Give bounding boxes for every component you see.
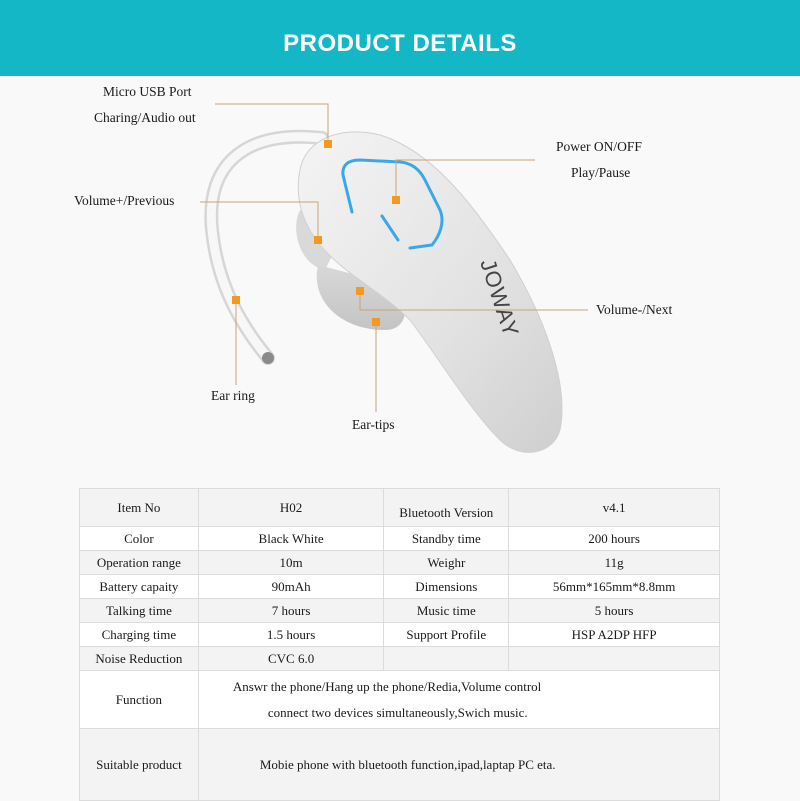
- spec-value: 200 hours: [509, 527, 720, 551]
- spec-value: v4.1: [509, 489, 720, 527]
- table-row-function: [80, 671, 720, 729]
- table-row: [80, 575, 720, 599]
- suitable-value: Mobie phone with bluetooth function,ipad,laptap PC eta.: [198, 729, 719, 801]
- spec-value: 90mAh: [198, 575, 384, 599]
- callout-micro-usb: Micro USB Port: [103, 84, 192, 99]
- spec-label: [384, 647, 509, 671]
- function-line-1: Answr the phone/Hang up the phone/Redia,Volume control: [232, 678, 542, 694]
- headset-illustration: [0, 76, 800, 476]
- spec-label: Music time: [384, 599, 509, 623]
- callout-volume-up: Volume+/Previous: [74, 193, 175, 208]
- table-row: [80, 551, 720, 575]
- spec-label: Dimensions: [384, 575, 509, 599]
- callout-micro-usb-sub: Charing/Audio out: [94, 110, 196, 125]
- spec-label: Weighr: [384, 551, 509, 575]
- table-row: [80, 489, 720, 527]
- spec-value: 11g: [509, 551, 720, 575]
- spec-value: HSP A2DP HFP: [509, 623, 720, 647]
- table-row: [80, 599, 720, 623]
- function-line-2: connect two devices simultaneously,Swich music.: [267, 704, 528, 720]
- spec-label: Support Profile: [384, 623, 509, 647]
- callout-power: Power ON/OFF: [556, 139, 642, 154]
- header-banner: [0, 0, 800, 76]
- spec-value: H02: [198, 489, 384, 527]
- suitable-label: Suitable product: [80, 729, 199, 801]
- function-label: Function: [80, 671, 199, 729]
- callout-ear-tips: Ear-tips: [352, 417, 395, 432]
- spec-value: 1.5 hours: [198, 623, 384, 647]
- product-diagram: [0, 76, 800, 476]
- function-value: [198, 671, 719, 729]
- spec-value: CVC 6.0: [198, 647, 384, 671]
- callout-power-sub: Play/Pause: [571, 165, 631, 180]
- table-row: [80, 647, 720, 671]
- spec-label: Operation range: [80, 551, 199, 575]
- table-row: [80, 527, 720, 551]
- spec-value: Black White: [198, 527, 384, 551]
- callout-volume-down: Volume-/Next: [596, 302, 673, 317]
- spec-label: Bluetooth Version: [384, 489, 509, 527]
- spec-value: 10m: [198, 551, 384, 575]
- table-row-suitable: [80, 729, 720, 801]
- spec-value: 56mm*165mm*8.8mm: [509, 575, 720, 599]
- spec-label: Color: [80, 527, 199, 551]
- page-title: PRODUCT DETAILS: [283, 30, 517, 57]
- spec-label: Item No: [80, 489, 199, 527]
- spec-table: [79, 488, 720, 801]
- spec-label: Charging time: [80, 623, 199, 647]
- callout-ear-ring: Ear ring: [211, 388, 255, 403]
- spec-value: [509, 647, 720, 671]
- spec-value: 5 hours: [509, 599, 720, 623]
- spec-label: Noise Reduction: [80, 647, 199, 671]
- spec-value: 7 hours: [198, 599, 384, 623]
- brand-logo: JOWAY: [475, 255, 524, 341]
- spec-label: Battery capaity: [80, 575, 199, 599]
- table-row: [80, 623, 720, 647]
- spec-label: Standby time: [384, 527, 509, 551]
- spec-label: Talking time: [80, 599, 199, 623]
